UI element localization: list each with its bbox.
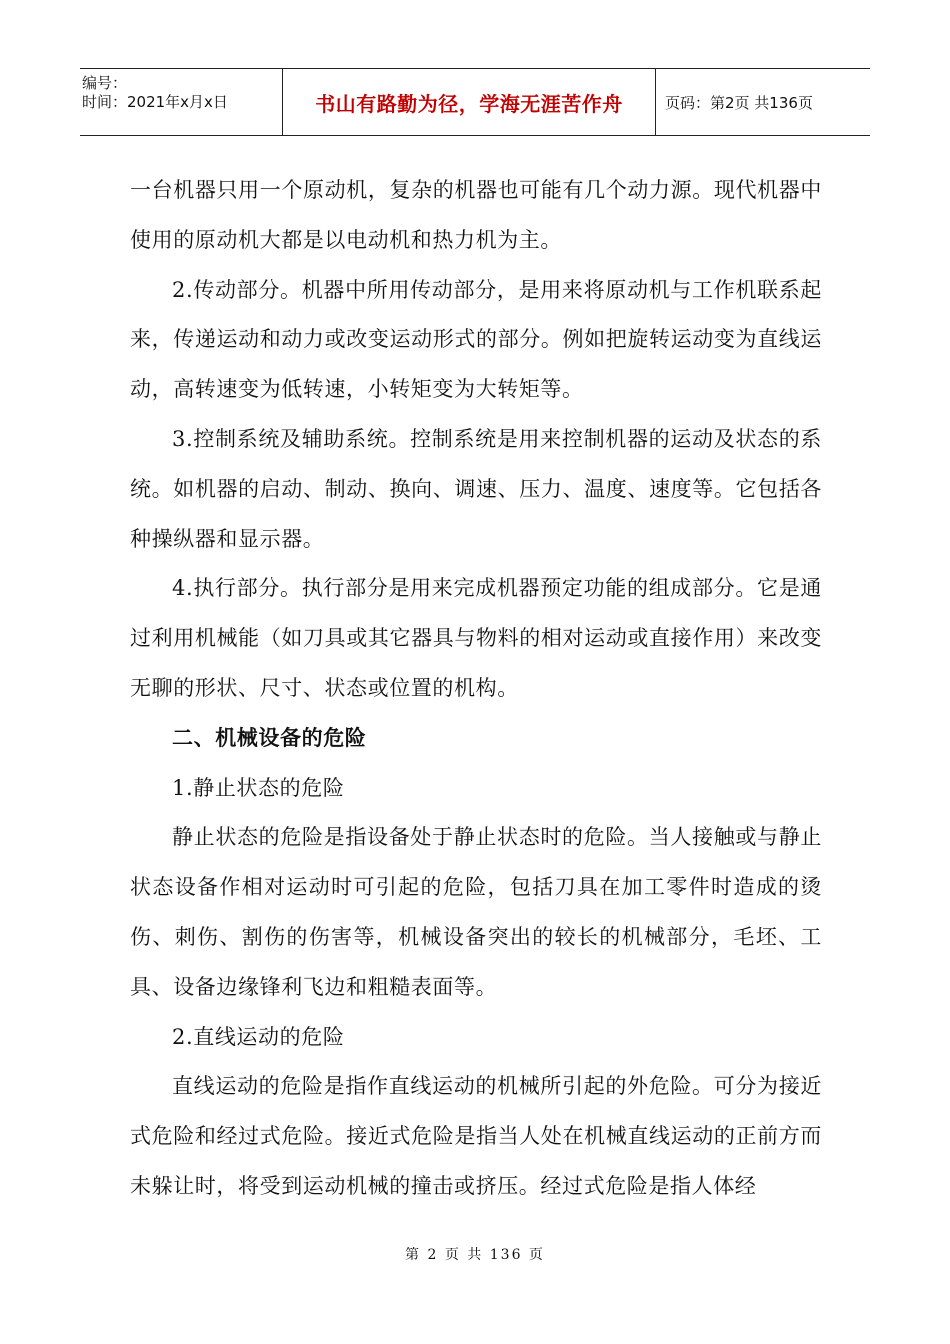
paragraph: 直线运动的危险是指作直线运动的机械所引起的外危险。可分为接近式危险和经过式危险。接近式危险是指当人处在机械直线运动的正前方而未躲让时，将受到运动机械的撞击或挤压。经过式危险是指人体经	[130, 1074, 822, 1198]
document-date: 时间：2021年x月x日	[82, 93, 228, 111]
subsection-heading: 1.静止状态的危险	[172, 775, 345, 800]
header-page-info: 页码：第2页 共136页	[665, 93, 813, 112]
document-body	[130, 166, 822, 1212]
paragraph: 2.传动部分。机器中所用传动部分，是用来将原动机与工作机联系起来，传递运动和动力或改变运动形式的部分。例如把旋转运动变为直线运动，高转速变为低转速，小转矩变为大转矩等。	[130, 277, 822, 402]
paragraph: 3.控制系统及辅助系统。控制系统是用来控制机器的运动及状态的系统。如机器的启动、制动、换向、调速、压力、温度、速度等。它包括各种操纵器和显示器。	[130, 426, 822, 551]
header-motto: 书山有路勤为径，学海无涯苦作舟	[283, 69, 656, 135]
header-meta	[80, 69, 283, 135]
paragraph: 4.执行部分。执行部分是用来完成机器预定功能的组成部分。它是通过利用机械能（如刀具或其它器具与物料的相对运动或直接作用）来改变无聊的形状、尺寸、状态或位置的机构。	[130, 576, 822, 700]
subsection-heading: 2.直线运动的危险	[172, 1024, 345, 1049]
paragraph: 静止状态的危险是指设备处于静止状态时的危险。当人接触或与静止状态设备作相对运动时可引起的危险，包括刀具在加工零件时造成的烫伤、刺伤、割伤的伤害等，机械设备突出的较长的机械部分，毛坯、工具、设备边缘锋利飞边和粗糙表面等。	[130, 825, 822, 999]
document-number-label: 编号：	[82, 74, 128, 92]
paragraph: 一台机器只用一个原动机，复杂的机器也可能有几个动力源。现代机器中使用的原动机大都是以电动机和热力机为主。	[130, 178, 822, 252]
document-header	[80, 68, 870, 136]
section-heading: 二、机械设备的危险	[172, 725, 367, 750]
page-footer: 第 2 页 共 136 页	[405, 1247, 545, 1263]
